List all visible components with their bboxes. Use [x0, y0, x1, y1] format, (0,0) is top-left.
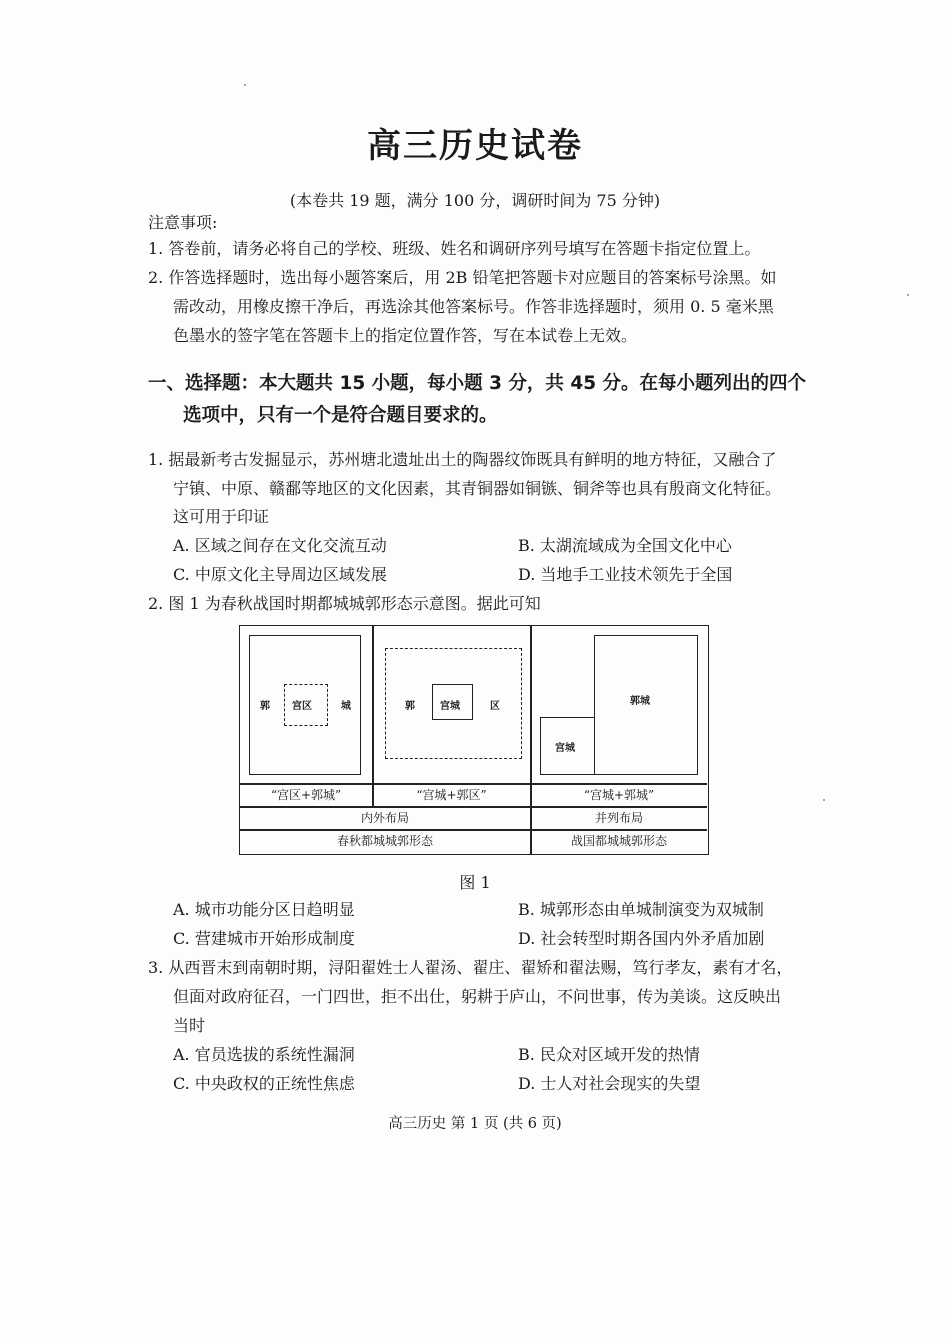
type-label-2: “宫城+郭区” — [416, 788, 487, 802]
notice-item: 2. 作答选择题时，选出每小题答案后，用 2B 铅笔把答题卡对应题目的答案标号涂黑。如 — [148, 268, 777, 287]
page-footer: 高三历史 第 1 页 (共 6 页) — [388, 1116, 562, 1132]
q3-option-d: D. 士人对社会现实的失望 — [518, 1074, 701, 1093]
panel2-right-label: 区 — [490, 701, 500, 712]
panel2-inner-label: 宫城 — [440, 701, 460, 712]
divider — [372, 626, 374, 806]
layout-label-inner-outer: 内外布局 — [360, 811, 409, 825]
panel1-inner-label: 宫区 — [292, 701, 312, 712]
question-2-stem: 2. 图 1 为春秋战国时期都城城郭形态示意图。据此可知 — [148, 594, 541, 613]
q3-option-c: C. 中央政权的正统性焦虑 — [173, 1074, 355, 1093]
section-heading-cont: 选项中，只有一个是符合题目要求的。 — [183, 405, 498, 426]
type-label-3: “宫城+郭城” — [583, 788, 655, 802]
q2-option-d: D. 社会转型时期各国内外矛盾加剧 — [518, 929, 765, 948]
page-title: 高三历史试卷 — [367, 126, 583, 166]
notice-item: 1. 答卷前，请务必将自己的学校、班级、姓名和调研序列号填写在答题卡指定位置上。 — [148, 239, 761, 258]
figure-1-diagram — [239, 625, 709, 855]
q2-option-c: C. 营建城市开始形成制度 — [173, 929, 355, 948]
question-1-stem: 这可用于印证 — [173, 507, 270, 526]
scan-speck — [244, 84, 246, 86]
panel1-left-label: 郭 — [260, 701, 270, 712]
notice-item: 色墨水的签字笔在答题卡上的指定位置作答，写在本试卷上无效。 — [173, 326, 638, 345]
panel3-small-label: 宫城 — [555, 743, 575, 754]
question-1-stem: 宁镇、中原、赣鄱等地区的文化因素，其青铜器如铜镞、铜斧等也具有殷商文化特征。 — [173, 479, 782, 498]
type-label-1: “宫区+郭城” — [270, 788, 342, 802]
q3-option-a: A. 官员选拔的系统性漏洞 — [173, 1045, 355, 1064]
q2-option-a: A. 城市功能分区日趋明显 — [173, 900, 355, 919]
era-label-spring-autumn: 春秋都城城郭形态 — [336, 834, 433, 848]
exam-info: (本卷共 19 题，满分 100 分，调研时间为 75 分钟) — [289, 191, 661, 210]
q1-option-b: B. 太湖流域成为全国文化中心 — [518, 536, 732, 555]
question-3-stem: 3. 从西晋末到南朝时期，浔阳翟姓士人翟汤、翟庄、翟矫和翟法赐，笃行孝友，素有才名， — [148, 958, 793, 977]
question-1-stem: 1. 据最新考古发掘显示，苏州塘北遗址出土的陶器纹饰既具有鲜明的地方特征，又融合了 — [148, 450, 777, 469]
scan-speck — [823, 799, 825, 801]
era-label-warring-states: 战国都城城郭形态 — [570, 834, 667, 848]
q2-option-b: B. 城郭形态由单城制演变为双城制 — [518, 900, 764, 919]
section-heading: 一、选择题：本大题共 15 小题，每小题 3 分，共 45 分。在每小题列出的四个 — [148, 373, 807, 394]
question-3-stem: 当时 — [173, 1016, 206, 1035]
q1-option-c: C. 中原文化主导周边区域发展 — [173, 565, 387, 584]
notice-item: 需改动，用橡皮擦干净后，再选涂其他答案标号。作答非选择题时，须用 0. 5 毫米黑 — [173, 297, 774, 316]
panel3-big-label: 郭城 — [630, 696, 650, 707]
question-3-stem: 但面对政府征召，一门四世，拒不出仕，躬耕于庐山，不问世事，传为美谈。这反映出 — [173, 987, 782, 1006]
figure-caption: 图 1 — [459, 873, 491, 892]
layout-label-parallel: 并列布局 — [594, 811, 643, 825]
notice-heading: 注意事项: — [148, 213, 218, 232]
panel2-left-label: 郭 — [405, 701, 415, 712]
q3-option-b: B. 民众对区域开发的热情 — [518, 1045, 700, 1064]
panel1-right-label: 城 — [341, 701, 351, 712]
scan-speck — [907, 294, 909, 296]
q1-option-d: D. 当地手工业技术领先于全国 — [518, 565, 733, 584]
q1-option-a: A. 区域之间存在文化交流互动 — [173, 536, 387, 555]
